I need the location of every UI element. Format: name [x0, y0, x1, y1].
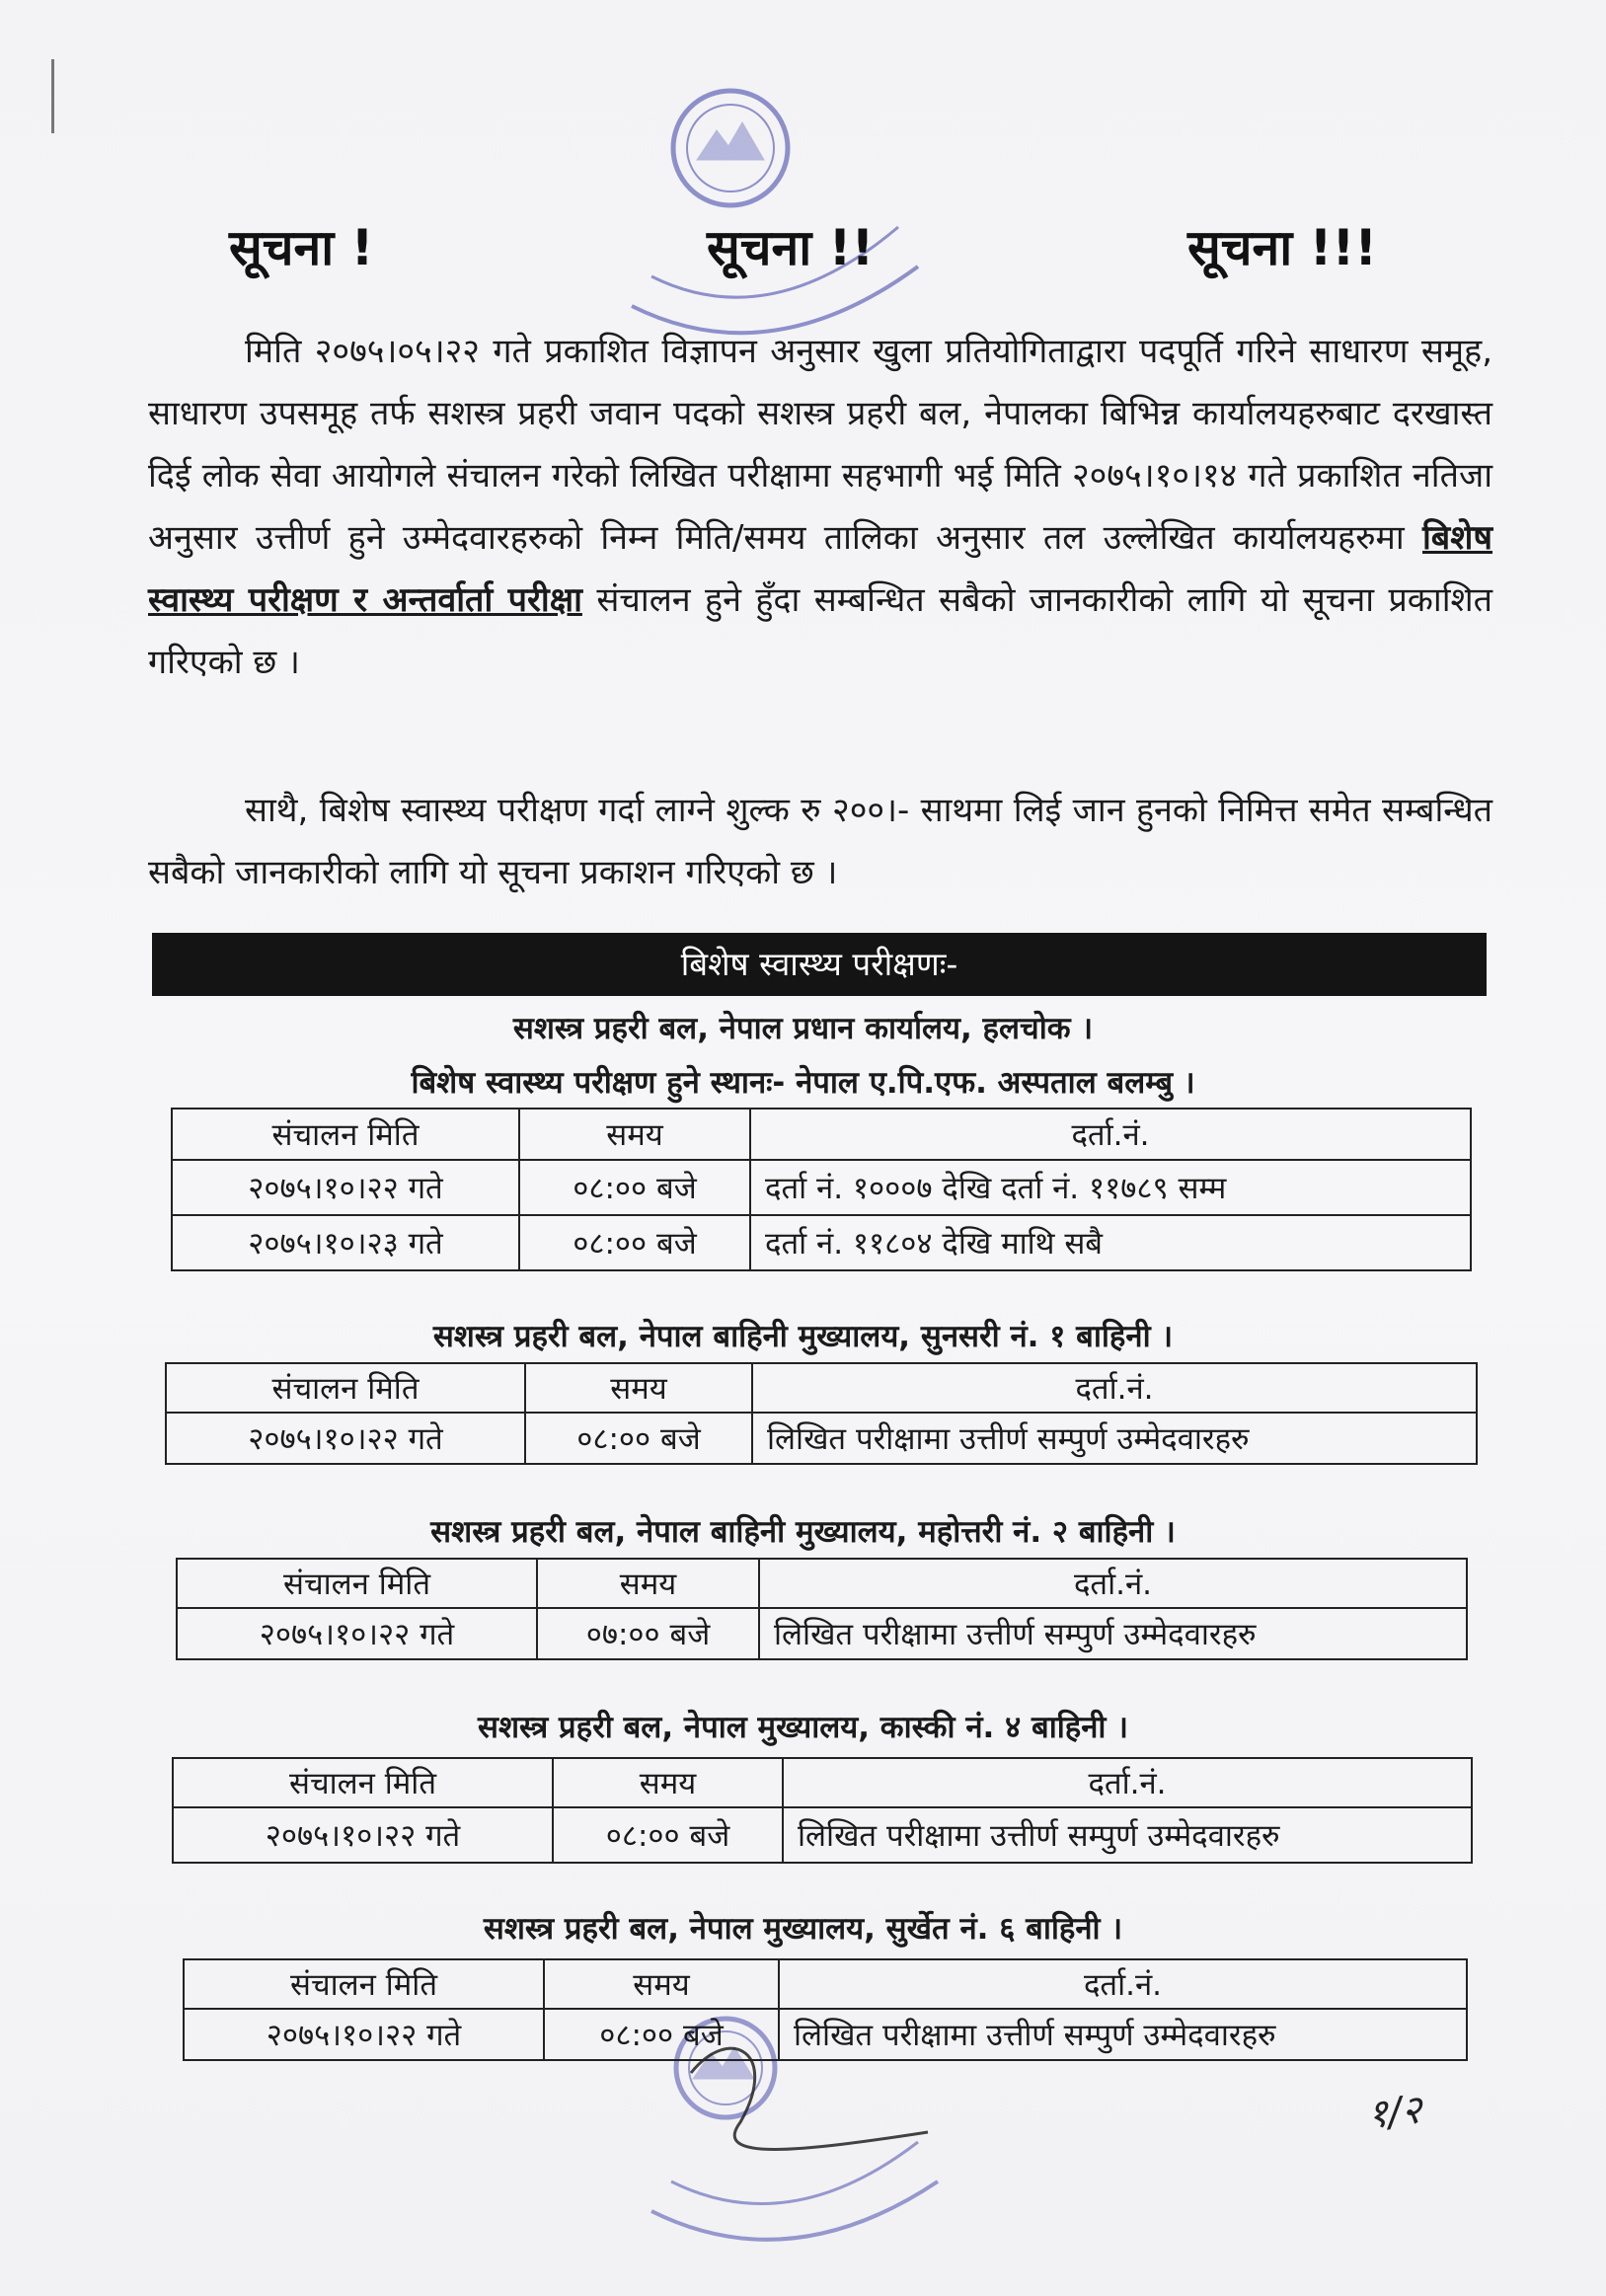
schedule-table [176, 1558, 1468, 1660]
section-title: सशस्त्र प्रहरी बल, नेपाल प्रधान कार्यालय, हलचोक । [512, 1011, 1094, 1046]
heading-notice-1: सूचना ! [229, 219, 374, 276]
schedule-table [183, 1958, 1468, 2061]
table-row [172, 1215, 1471, 1270]
section-title: सशस्त्र प्रहरी बल, नेपाल मुख्यालय, कास्की नं. ४ बाहिनी । [478, 1710, 1128, 1745]
header-time: समय [525, 1363, 752, 1413]
header-reg: दर्ता.नं. [783, 1758, 1472, 1807]
margin-mark [51, 59, 54, 133]
schedule-table [171, 1108, 1472, 1271]
notice-paragraph-2: साथै, बिशेष स्वास्थ्य परीक्षण गर्दा लाग्ने शुल्क रु २००।- साथमा लिई जान हुनको निमित्त समेत सम्बन्धित सबैको जानकारीको लागि यो सूचना प्रकाशन गरिएको छ । [148, 791, 1492, 892]
section-title: सशस्त्र प्रहरी बल, नेपाल मुख्यालय, सुर्खेत नं. ६ बाहिनी । [483, 1911, 1123, 1947]
header-time: समय [537, 1559, 759, 1608]
cell-time: ०८:०० बजे [519, 1215, 750, 1270]
section-banner: बिशेष स्वास्थ्य परीक्षणः- [152, 933, 1487, 996]
cell-date: २०७५।१०।२२ गते [172, 1160, 519, 1215]
header-reg: दर्ता.नं. [750, 1109, 1471, 1160]
header-date: संचालन मिति [184, 1959, 544, 2009]
header-time: समय [553, 1758, 783, 1807]
page-number: १/२ [1365, 2087, 1424, 2138]
notice-paragraph-1 [148, 321, 1492, 694]
schedule-table [172, 1757, 1473, 1864]
table-header-row [184, 1959, 1467, 2009]
table-header-row [172, 1109, 1471, 1160]
paragraph-1-emphasis: बिशेष स्वास्थ्य परीक्षण र अन्तर्वार्ता परीक्षा [148, 518, 1492, 620]
cell-reg: लिखित परीक्षामा उत्तीर्ण सम्पुर्ण उम्मेदवारहरु [783, 1807, 1472, 1863]
table-row [184, 2009, 1467, 2060]
section-subtitle: बिशेष स्वास्थ्य परीक्षण हुने स्थानः- नेपाल ए.पि.एफ. अस्पताल बलम्बु । [411, 1065, 1195, 1101]
table-row [173, 1807, 1472, 1863]
header-time: समय [519, 1109, 750, 1160]
cell-reg: लिखित परीक्षामा उत्तीर्ण सम्पुर्ण उम्मेदवारहरु [752, 1413, 1477, 1464]
table-header-row [177, 1559, 1467, 1608]
cell-time: ०८:०० बजे [519, 1160, 750, 1215]
heading-notice-2: सूचना !! [707, 219, 875, 276]
table-row [166, 1413, 1477, 1464]
cell-date: २०७५।१०।२२ गते [173, 1807, 553, 1863]
cell-time: ०८:०० बजे [525, 1413, 752, 1464]
cell-date: २०७५।१०।२३ गते [172, 1215, 519, 1270]
table-header-row [166, 1363, 1477, 1413]
header-reg: दर्ता.नं. [759, 1559, 1467, 1608]
schedule-table [165, 1362, 1478, 1465]
cell-reg: लिखित परीक्षामा उत्तीर्ण सम्पुर्ण उम्मेदवारहरु [779, 2009, 1467, 2060]
table-row [177, 1608, 1467, 1659]
cell-reg: लिखित परीक्षामा उत्तीर्ण सम्पुर्ण उम्मेदवारहरु [759, 1608, 1467, 1659]
header-time: समय [544, 1959, 779, 2009]
table-row [172, 1160, 1471, 1215]
header-date: संचालन मिति [177, 1559, 537, 1608]
cell-date: २०७५।१०।२२ गते [177, 1608, 537, 1659]
header-date: संचालन मिति [166, 1363, 525, 1413]
table-header-row [173, 1758, 1472, 1807]
section-title: सशस्त्र प्रहरी बल, नेपाल बाहिनी मुख्यालय, महोत्तरी नं. २ बाहिनी । [430, 1514, 1176, 1550]
header-date: संचालन मिति [172, 1109, 519, 1160]
paragraph-1-text: मिति २०७५।०५।२२ गते प्रकाशित विज्ञापन अनुसार खुला प्रतियोगिताद्वारा पदपूर्ति गरिने साधारण समूह, साधारण उपसमूह तर्फ सशस्त्र प्रहरी जवान पदको सशस्त्र प्रहरी बल, नेपालका बिभिन्न कार्यालयहरुबाट दरखास्त दिई लोक सेवा आयोगले संचालन गरेको लिखित परीक्षामा सहभागी भई मिति २०७५।१०।१४ गते प्रकाशित नतिजा अनुसार उत्तीर्ण हुने उम्मेदवारहरुको निम्न मिति/समय तालिका अनुसार तल उल्लेखित कार्यालयहरुमा [148, 332, 1492, 558]
cell-time: ०८:०० बजे [553, 1807, 783, 1863]
cell-reg: दर्ता नं. ११८०४ देखि माथि सबै [750, 1215, 1471, 1270]
cell-date: २०७५।१०।२२ गते [184, 2009, 544, 2060]
heading-notice-3: सूचना !!! [1187, 219, 1378, 276]
cell-time: ०८:०० बजे [544, 2009, 779, 2060]
cell-reg: दर्ता नं. १०००७ देखि दर्ता नं. ११७८९ सम्म [750, 1160, 1471, 1215]
notice-heading-row [0, 202, 1606, 291]
cell-time: ०७:०० बजे [537, 1608, 759, 1659]
cell-date: २०७५।१०।२२ गते [166, 1413, 525, 1464]
section-title: सशस्त्र प्रहरी बल, नेपाल बाहिनी मुख्यालय, सुनसरी नं. १ बाहिनी । [432, 1319, 1174, 1354]
header-date: संचालन मिति [173, 1758, 553, 1807]
header-reg: दर्ता.नं. [779, 1959, 1467, 2009]
paragraph-1-text-end: संचालन हुने हुँदा सम्बन्धित सबैको जानकारीको लागि यो सूचना प्रकाशित गरिएको छ । [148, 580, 1493, 682]
header-reg: दर्ता.नं. [752, 1363, 1477, 1413]
